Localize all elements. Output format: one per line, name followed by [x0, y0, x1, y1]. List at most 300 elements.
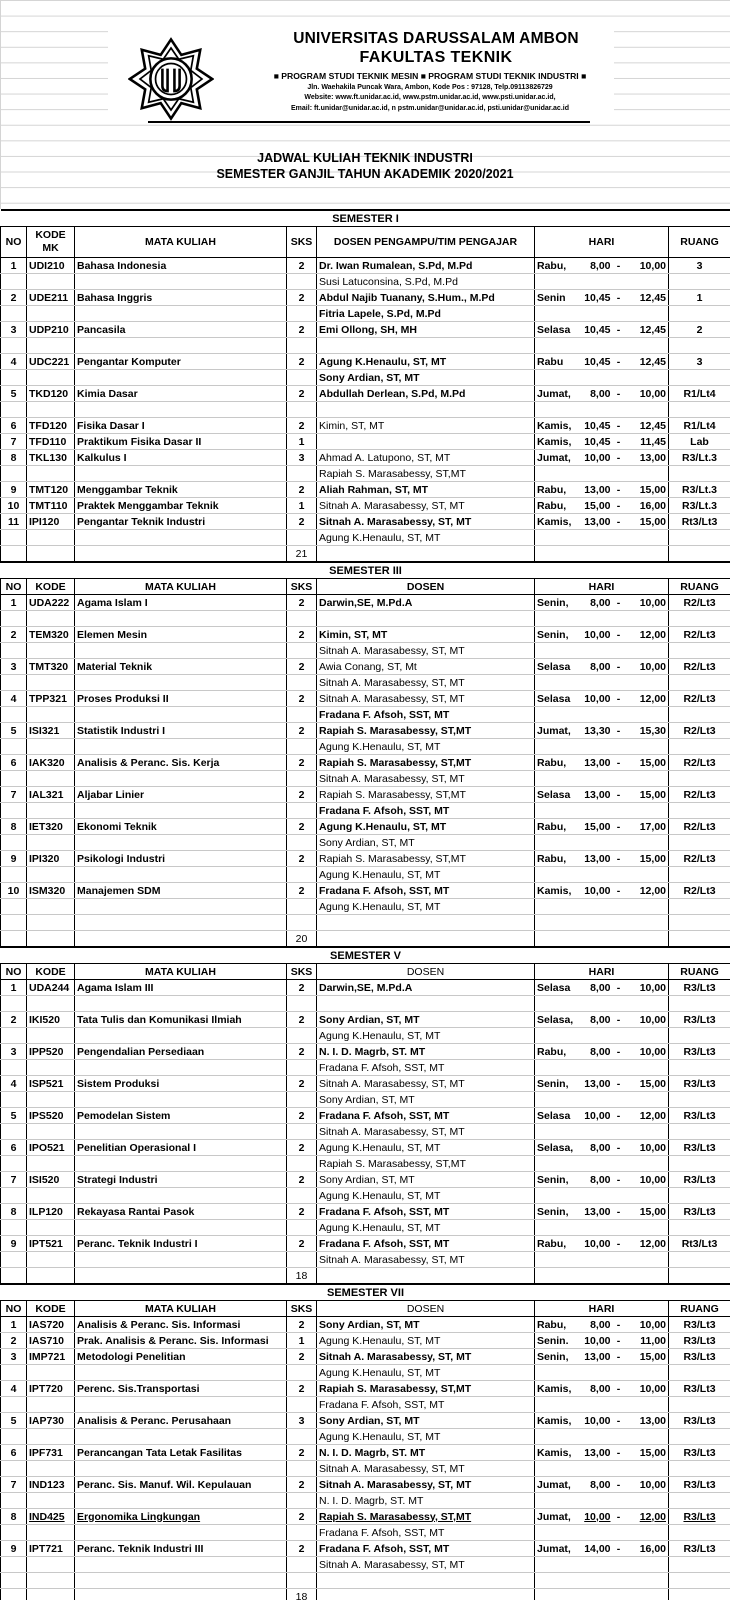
cell-jam-mulai	[577, 643, 613, 659]
cell-jam-selesai: 10,00	[625, 1172, 669, 1188]
cell-mata-kuliah	[75, 1461, 287, 1477]
cell-jam-mulai	[577, 466, 613, 482]
cell-sks: 2	[287, 1108, 317, 1124]
cell-separator	[613, 915, 625, 931]
cell-jam-selesai: 11,00	[625, 1333, 669, 1349]
letterhead	[108, 18, 614, 122]
table-row	[1, 1445, 730, 1461]
cell-no: 4	[1, 1381, 27, 1397]
cell-dosen: Fradana F. Afsoh, SST, MT	[317, 803, 535, 819]
cell-dosen: Fradana F. Afsoh, SST, MT	[317, 1397, 535, 1413]
cell-hari	[535, 338, 577, 354]
table-row	[1, 803, 730, 819]
cell-jam-selesai	[625, 466, 669, 482]
header-hari: HARI	[535, 579, 669, 595]
cell-jam-mulai	[577, 1397, 613, 1413]
total-sks-row	[1, 931, 730, 948]
cell-empty	[535, 1268, 577, 1285]
cell-hari: Selasa,	[535, 1140, 577, 1156]
cell-hari	[535, 370, 577, 386]
cell-sks	[287, 1252, 317, 1268]
cell-dosen: Abdullah Derlean, S.Pd, M.Pd	[317, 386, 535, 402]
cell-no	[1, 1365, 27, 1381]
cell-no: 6	[1, 418, 27, 434]
cell-separator: -	[613, 659, 625, 675]
cell-separator	[613, 338, 625, 354]
cell-ruang	[669, 1188, 730, 1204]
cell-mata-kuliah	[75, 530, 287, 546]
cell-hari	[535, 530, 577, 546]
cell-ruang	[669, 306, 730, 322]
total-sks-row	[1, 546, 730, 563]
cell-separator	[613, 1124, 625, 1140]
cell-no	[1, 1188, 27, 1204]
cell-empty	[27, 546, 75, 563]
cell-ruang	[669, 370, 730, 386]
cell-jam-mulai	[577, 1573, 613, 1589]
cell-separator: -	[613, 627, 625, 643]
cell-no: 3	[1, 322, 27, 338]
cell-kode	[27, 707, 75, 723]
cell-separator: -	[613, 1509, 625, 1525]
cell-separator	[613, 643, 625, 659]
cell-empty	[625, 931, 669, 948]
cell-jam-selesai	[625, 899, 669, 915]
cell-kode: UDE211	[27, 290, 75, 306]
cell-mata-kuliah: Praktek Menggambar Teknik	[75, 498, 287, 514]
cell-dosen: Sitnah A. Marasabessy, ST, MT	[317, 691, 535, 707]
cell-no	[1, 1252, 27, 1268]
table-row	[1, 306, 730, 322]
cell-separator: -	[613, 1044, 625, 1060]
cell-empty	[669, 1589, 730, 1600]
cell-dosen: Sitnah A. Marasabessy, ST, MT	[317, 1557, 535, 1573]
cell-empty	[577, 1268, 613, 1285]
cell-hari	[535, 1493, 577, 1509]
cell-ruang: R3/Lt3	[669, 1413, 730, 1429]
cell-empty	[75, 1589, 287, 1600]
cell-mata-kuliah: Perancangan Tata Letak Fasilitas	[75, 1445, 287, 1461]
total-sks-row	[1, 1589, 730, 1600]
header-kode: KODE MK	[27, 227, 75, 258]
cell-dosen: Agung K.Henaulu, ST, MT	[317, 819, 535, 835]
header-sks: SKS	[287, 1301, 317, 1317]
cell-jam-mulai: 8,00	[577, 386, 613, 402]
table-row	[1, 1333, 730, 1349]
semester-title: SEMESTER III	[1, 562, 730, 579]
cell-ruang: 3	[669, 354, 730, 370]
cell-no: 1	[1, 595, 27, 611]
cell-jam-selesai: 15,00	[625, 787, 669, 803]
cell-mata-kuliah: Praktikum Fisika Dasar II	[75, 434, 287, 450]
cell-kode: IAL321	[27, 787, 75, 803]
cell-dosen: N. I. D. Magrb, ST. MT	[317, 1445, 535, 1461]
cell-jam-mulai	[577, 1557, 613, 1573]
cell-no: 1	[1, 1317, 27, 1333]
cell-hari: Rabu,	[535, 258, 577, 274]
cell-empty	[535, 931, 577, 948]
cell-sks: 2	[287, 1349, 317, 1365]
cell-kode: UDA244	[27, 980, 75, 996]
cell-kode: TPP321	[27, 691, 75, 707]
table-row	[1, 498, 730, 514]
cell-hari: Selasa,	[535, 1012, 577, 1028]
table-row	[1, 1172, 730, 1188]
cell-jam-selesai: 15,00	[625, 851, 669, 867]
cell-jam-mulai	[577, 1188, 613, 1204]
table-row	[1, 1525, 730, 1541]
cell-hari: Senin,	[535, 627, 577, 643]
cell-empty	[669, 931, 730, 948]
cell-ruang	[669, 915, 730, 931]
cell-mata-kuliah	[75, 1188, 287, 1204]
cell-jam-mulai: 13,00	[577, 755, 613, 771]
cell-separator: -	[613, 1413, 625, 1429]
cell-dosen: Sitnah A. Marasabessy, ST, MT	[317, 514, 535, 530]
cell-hari	[535, 1092, 577, 1108]
cell-separator	[613, 1092, 625, 1108]
cell-sks	[287, 1060, 317, 1076]
cell-dosen	[317, 1573, 535, 1589]
cell-kode: ISI321	[27, 723, 75, 739]
cell-hari: Kamis,	[535, 434, 577, 450]
cell-no	[1, 1493, 27, 1509]
cell-mata-kuliah	[75, 1397, 287, 1413]
cell-dosen: Agung K.Henaulu, ST, MT	[317, 1028, 535, 1044]
cell-hari: Selasa	[535, 787, 577, 803]
table-row	[1, 1397, 730, 1413]
cell-hari	[535, 915, 577, 931]
cell-mata-kuliah: Pengendalian Persediaan	[75, 1044, 287, 1060]
table-row	[1, 675, 730, 691]
cell-no	[1, 1573, 27, 1589]
cell-jam-selesai: 15,30	[625, 723, 669, 739]
cell-ruang: R2/Lt3	[669, 723, 730, 739]
cell-mata-kuliah	[75, 466, 287, 482]
cell-kode	[27, 1525, 75, 1541]
cell-jam-mulai	[577, 1220, 613, 1236]
table-row	[1, 611, 730, 627]
table-row	[1, 514, 730, 530]
cell-hari	[535, 996, 577, 1012]
cell-separator: -	[613, 1172, 625, 1188]
cell-separator: -	[613, 386, 625, 402]
table-row	[1, 322, 730, 338]
cell-mata-kuliah	[75, 1156, 287, 1172]
cell-no: 11	[1, 514, 27, 530]
cell-mata-kuliah	[75, 675, 287, 691]
cell-separator	[613, 1397, 625, 1413]
cell-mata-kuliah	[75, 1573, 287, 1589]
cell-ruang: R3/Lt3	[669, 980, 730, 996]
cell-mata-kuliah	[75, 707, 287, 723]
cell-mata-kuliah	[75, 771, 287, 787]
cell-kode	[27, 915, 75, 931]
cell-separator: -	[613, 290, 625, 306]
table-row	[1, 354, 730, 370]
cell-jam-mulai: 10,45	[577, 354, 613, 370]
total-sks: 18	[287, 1589, 317, 1600]
table-row	[1, 1076, 730, 1092]
cell-ruang: R3/Lt3	[669, 1140, 730, 1156]
cell-sks	[287, 338, 317, 354]
cell-separator	[613, 739, 625, 755]
address-block	[240, 83, 620, 114]
cell-hari	[535, 707, 577, 723]
cell-no: 8	[1, 1204, 27, 1220]
cell-ruang	[669, 1220, 730, 1236]
cell-dosen: Agung K.Henaulu, ST, MT	[317, 1429, 535, 1445]
cell-hari	[535, 1060, 577, 1076]
cell-hari: Selasa	[535, 659, 577, 675]
cell-sks: 3	[287, 1413, 317, 1429]
cell-no: 4	[1, 691, 27, 707]
cell-sks	[287, 1028, 317, 1044]
cell-ruang	[669, 707, 730, 723]
cell-ruang	[669, 1429, 730, 1445]
cell-mata-kuliah	[75, 611, 287, 627]
cell-hari: Selasa	[535, 322, 577, 338]
cell-jam-selesai: 15,00	[625, 514, 669, 530]
cell-ruang	[669, 803, 730, 819]
header-no: NO	[1, 964, 27, 980]
cell-kode: TFD120	[27, 418, 75, 434]
cell-mata-kuliah	[75, 1060, 287, 1076]
cell-dosen: Sitnah A. Marasabessy, ST, MT	[317, 1076, 535, 1092]
cell-sks: 2	[287, 258, 317, 274]
cell-jam-mulai: 10,00	[577, 1236, 613, 1252]
header-dosen: DOSEN	[317, 579, 535, 595]
cell-no	[1, 1092, 27, 1108]
cell-hari: Selasa	[535, 980, 577, 996]
cell-dosen: Sitnah A. Marasabessy, ST, MT	[317, 1124, 535, 1140]
cell-no	[1, 803, 27, 819]
cell-ruang: R3/Lt3	[669, 1044, 730, 1060]
cell-ruang: R3/Lt3	[669, 1445, 730, 1461]
cell-separator	[613, 370, 625, 386]
cell-no	[1, 338, 27, 354]
cell-kode	[27, 402, 75, 418]
cell-mata-kuliah	[75, 370, 287, 386]
cell-ruang: R2/Lt3	[669, 819, 730, 835]
cell-separator: -	[613, 691, 625, 707]
cell-kode: UDP210	[27, 322, 75, 338]
cell-hari: Selasa	[535, 691, 577, 707]
cell-ruang: R3/Lt3	[669, 1076, 730, 1092]
cell-mata-kuliah: Penelitian Operasional I	[75, 1140, 287, 1156]
cell-hari	[535, 611, 577, 627]
cell-sks	[287, 899, 317, 915]
cell-hari: Selasa	[535, 1108, 577, 1124]
cell-dosen: Rapiah S. Marasabessy, ST,MT	[317, 1509, 535, 1525]
cell-jam-selesai	[625, 274, 669, 290]
table-row	[1, 915, 730, 931]
table-row	[1, 1092, 730, 1108]
cell-dosen: Emi Ollong, SH, MH	[317, 322, 535, 338]
cell-sks	[287, 466, 317, 482]
cell-dosen: Kimin, ST, MT	[317, 627, 535, 643]
column-header-row	[1, 579, 730, 595]
cell-no	[1, 530, 27, 546]
cell-kode	[27, 1429, 75, 1445]
cell-sks	[287, 643, 317, 659]
cell-no: 7	[1, 434, 27, 450]
cell-no: 6	[1, 1445, 27, 1461]
cell-jam-selesai	[625, 306, 669, 322]
cell-empty	[75, 1268, 287, 1285]
cell-sks: 2	[287, 1477, 317, 1493]
cell-sks: 2	[287, 755, 317, 771]
cell-mata-kuliah: Menggambar Teknik	[75, 482, 287, 498]
header-kode: KODE	[27, 579, 75, 595]
cell-jam-selesai: 13,00	[625, 1413, 669, 1429]
cell-dosen: Ahmad A. Latupono, ST, MT	[317, 450, 535, 466]
cell-sks	[287, 1092, 317, 1108]
cell-separator	[613, 1220, 625, 1236]
table-row	[1, 434, 730, 450]
cell-jam-mulai: 14,00	[577, 1541, 613, 1557]
cell-kode	[27, 803, 75, 819]
cell-no: 5	[1, 1108, 27, 1124]
cell-mata-kuliah: Peranc. Teknik Industri I	[75, 1236, 287, 1252]
cell-mata-kuliah: Proses Produksi II	[75, 691, 287, 707]
cell-mata-kuliah: Agama Islam I	[75, 595, 287, 611]
cell-jam-mulai: 10,00	[577, 1333, 613, 1349]
cell-ruang: R3/Lt.3	[669, 498, 730, 514]
cell-mata-kuliah: Pengantar Komputer	[75, 354, 287, 370]
cell-hari	[535, 675, 577, 691]
cell-dosen: Rapiah S. Marasabessy, ST,MT	[317, 851, 535, 867]
cell-jam-mulai: 8,00	[577, 980, 613, 996]
cell-sks	[287, 306, 317, 322]
cell-jam-mulai: 8,00	[577, 1012, 613, 1028]
cell-kode	[27, 867, 75, 883]
table-row	[1, 980, 730, 996]
cell-jam-selesai: 10,00	[625, 1044, 669, 1060]
cell-no: 9	[1, 482, 27, 498]
cell-no	[1, 867, 27, 883]
cell-kode	[27, 1365, 75, 1381]
faculty-name: FAKULTAS TEKNIK	[359, 49, 513, 66]
cell-ruang	[669, 1028, 730, 1044]
cell-ruang: R3/Lt3	[669, 1477, 730, 1493]
cell-jam-mulai	[577, 306, 613, 322]
cell-dosen: N. I. D. Magrb, ST. MT	[317, 1044, 535, 1060]
cell-ruang	[669, 338, 730, 354]
cell-separator	[613, 996, 625, 1012]
cell-jam-selesai	[625, 1124, 669, 1140]
table-row	[1, 787, 730, 803]
cell-mata-kuliah	[75, 1124, 287, 1140]
cell-hari	[535, 306, 577, 322]
cell-ruang	[669, 867, 730, 883]
cell-kode: ISP521	[27, 1076, 75, 1092]
table-row	[1, 1188, 730, 1204]
cell-mata-kuliah: Sistem Produksi	[75, 1076, 287, 1092]
university-logo-icon	[128, 36, 214, 122]
cell-sks: 1	[287, 434, 317, 450]
cell-dosen: Fradana F. Afsoh, SST, MT	[317, 707, 535, 723]
cell-kode: UDA222	[27, 595, 75, 611]
cell-sks	[287, 1397, 317, 1413]
cell-mata-kuliah: Agama Islam III	[75, 980, 287, 996]
cell-dosen: Rapiah S. Marasabessy, ST,MT	[317, 1156, 535, 1172]
cell-jam-mulai: 13,00	[577, 1349, 613, 1365]
cell-sks	[287, 915, 317, 931]
cell-kode: IPT720	[27, 1381, 75, 1397]
cell-mata-kuliah: Peranc. Teknik Industri III	[75, 1541, 287, 1557]
table-row	[1, 659, 730, 675]
cell-mata-kuliah: Fisika Dasar I	[75, 418, 287, 434]
table-row	[1, 1236, 730, 1252]
cell-separator	[613, 803, 625, 819]
cell-mata-kuliah	[75, 643, 287, 659]
cell-no: 8	[1, 450, 27, 466]
cell-kode: IPI120	[27, 514, 75, 530]
cell-sks	[287, 803, 317, 819]
cell-dosen: Sitnah A. Marasabessy, ST, MT	[317, 1252, 535, 1268]
cell-sks: 2	[287, 386, 317, 402]
address-line: Jln. Waehakila Puncak Wara, Ambon, Kode Pos : 97128, Telp.09113826729	[307, 84, 553, 91]
cell-ruang: R3/Lt3	[669, 1541, 730, 1557]
cell-no	[1, 402, 27, 418]
cell-jam-mulai	[577, 899, 613, 915]
cell-jam-mulai: 13,00	[577, 787, 613, 803]
cell-kode	[27, 306, 75, 322]
cell-mata-kuliah: Peranc. Sis. Manuf. Wil. Kepulauan	[75, 1477, 287, 1493]
cell-hari	[535, 1525, 577, 1541]
cell-ruang	[669, 835, 730, 851]
cell-dosen: Agung K.Henaulu, ST, MT	[317, 1140, 535, 1156]
cell-ruang	[669, 1525, 730, 1541]
cell-no: 5	[1, 386, 27, 402]
table-row	[1, 1012, 730, 1028]
cell-kode: TMT120	[27, 482, 75, 498]
cell-jam-selesai: 10,00	[625, 1012, 669, 1028]
cell-dosen: N. I. D. Magrb, ST. MT	[317, 1493, 535, 1509]
cell-jam-mulai: 10,00	[577, 627, 613, 643]
cell-empty	[577, 546, 613, 563]
cell-hari: Rabu,	[535, 482, 577, 498]
cell-separator: -	[613, 1317, 625, 1333]
cell-no	[1, 1429, 27, 1445]
cell-jam-mulai: 10,00	[577, 450, 613, 466]
cell-no: 3	[1, 1349, 27, 1365]
table-row	[1, 1156, 730, 1172]
cell-mata-kuliah: Prak. Analisis & Peranc. Sis. Informasi	[75, 1333, 287, 1349]
table-row	[1, 1429, 730, 1445]
cell-dosen: Sitnah A. Marasabessy, ST, MT	[317, 1477, 535, 1493]
cell-jam-selesai: 10,00	[625, 1477, 669, 1493]
cell-ruang: R2/Lt3	[669, 627, 730, 643]
cell-separator: -	[613, 322, 625, 338]
cell-mata-kuliah: Ekonomi Teknik	[75, 819, 287, 835]
table-row	[1, 1028, 730, 1044]
table-row	[1, 819, 730, 835]
cell-jam-mulai: 8,00	[577, 1044, 613, 1060]
semester-title-row	[1, 1284, 730, 1301]
table-row	[1, 883, 730, 899]
cell-separator	[613, 867, 625, 883]
cell-sks	[287, 1525, 317, 1541]
cell-jam-selesai: 12,00	[625, 1509, 669, 1525]
cell-jam-selesai	[625, 675, 669, 691]
cell-jam-selesai: 10,00	[625, 258, 669, 274]
cell-mata-kuliah: Metodologi Penelitian	[75, 1349, 287, 1365]
schedule-subtitle: SEMESTER GANJIL TAHUN AKADEMIK 2020/2021	[216, 167, 514, 181]
cell-ruang	[669, 1397, 730, 1413]
cell-kode: ISM320	[27, 883, 75, 899]
